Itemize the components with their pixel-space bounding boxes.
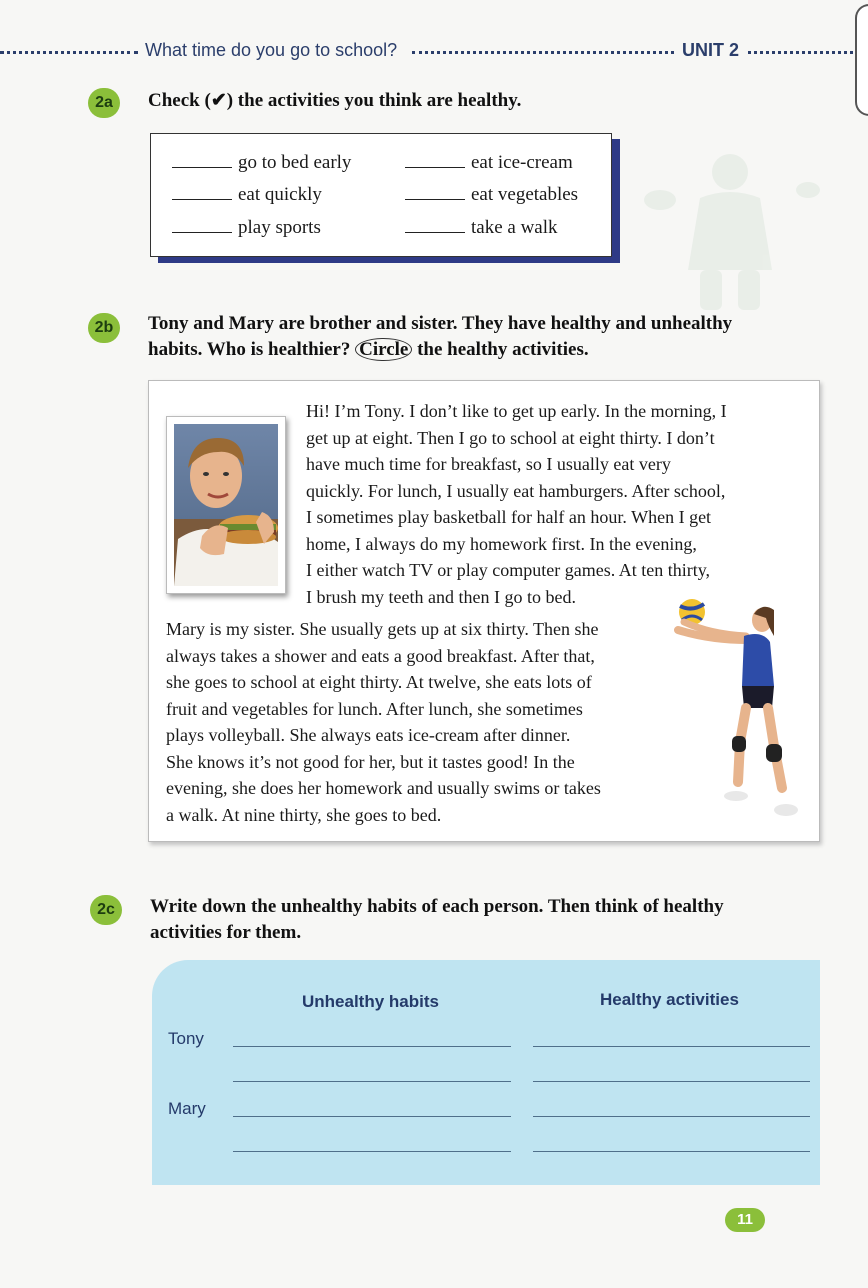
tony-paragraph [306, 398, 727, 610]
tony-line: I brush my teeth and then I go to bed. [306, 586, 576, 607]
answer-line-tony-healthy-1[interactable] [533, 1046, 810, 1047]
mary-line: She knows it’s not good for her, but it tastes good! In the [166, 751, 575, 772]
badge-2c: 2c [90, 895, 122, 925]
instruction-2a-pre: Check ( [148, 90, 211, 111]
mary-line: fruit and vegetables for lunch. After lunch, she sometimes [166, 698, 583, 719]
badge-2a: 2a [88, 88, 120, 118]
mary-line: Mary is my sister. She usually gets up at six thirty. Then she [166, 619, 599, 639]
tony-line: quickly. For lunch, I usually eat hamburgers. After school, [306, 480, 726, 501]
check-mark-icon: ✔ [210, 90, 227, 111]
check-blank[interactable] [405, 166, 465, 168]
activity-item[interactable] [172, 217, 321, 239]
answer-line-mary-healthy-1[interactable] [533, 1116, 810, 1117]
instruction-2b [148, 311, 732, 363]
instruction-2c [150, 894, 724, 946]
page-header [0, 38, 868, 68]
instruction-2a-post: ) the activities you think are healthy. [226, 90, 522, 111]
instruction-2b-line1: Tony and Mary are brother and sister. They have healthy and unhealthy [148, 313, 733, 334]
activity-label: eat vegetables [471, 184, 579, 205]
instruction-2b-line2-pre: habits. Who is healthier? [148, 339, 356, 360]
row-label-tony: Tony [168, 1029, 204, 1048]
check-blank[interactable] [405, 198, 465, 200]
header-dots-left [0, 51, 138, 54]
header-dots-right [748, 51, 853, 54]
mary-line: always takes a shower and eats a good breakfast. After that, [166, 645, 595, 666]
instruction-2b-line2 [148, 337, 732, 363]
page-number: 11 [725, 1208, 765, 1232]
column-header-unhealthy: Unhealthy habits [302, 992, 439, 1011]
tony-line: get up at eight. Then I go to school at eight thirty. I don’t [306, 427, 715, 448]
instruction-2c-line2: activities for them. [150, 922, 302, 943]
activity-item[interactable] [405, 217, 558, 239]
activity-label: take a walk [471, 217, 558, 238]
activity-label: go to bed early [238, 152, 352, 173]
header-title: What time do you go to school? [145, 40, 398, 60]
activity-item[interactable] [405, 184, 578, 206]
mary-line: evening, she does her homework and usually swims or takes [166, 778, 601, 798]
tony-photo [166, 416, 286, 594]
instruction-2b-line2-post: the healthy activities. [412, 339, 589, 360]
unit-label: UNIT 2 [682, 40, 740, 60]
mary-paragraph [166, 616, 601, 828]
answer-line-tony-unhealthy-1[interactable] [233, 1046, 511, 1047]
activity-item[interactable] [172, 184, 322, 206]
check-blank[interactable] [172, 198, 232, 200]
page-edge-tab [855, 4, 868, 116]
mary-volleyball-player-image [670, 596, 810, 826]
activity-label: play sports [238, 217, 321, 238]
answer-line-mary-unhealthy-1[interactable] [233, 1116, 511, 1117]
mary-line: a walk. At nine thirty, she goes to bed. [166, 804, 442, 825]
check-blank[interactable] [405, 231, 465, 233]
tony-line: home, I always do my homework first. In the evening, [306, 533, 697, 554]
check-blank[interactable] [172, 166, 232, 168]
header-dots-middle [412, 51, 674, 54]
tony-eating-hamburger-image [174, 424, 278, 586]
activity-label: eat quickly [238, 184, 322, 205]
tony-line: I sometimes play basketball for half an hour. When I get [306, 507, 712, 527]
faded-figure-illustration [640, 150, 820, 310]
tony-line: Hi! I’m Tony. I don’t like to get up early. In the morning, I [306, 401, 727, 421]
answer-line-mary-healthy-2[interactable] [533, 1151, 810, 1152]
column-header-healthy: Healthy activities [600, 990, 739, 1009]
activity-label: eat ice-cream [471, 152, 573, 173]
tony-line: I either watch TV or play computer games. At ten thirty, [306, 560, 711, 580]
instruction-2a [148, 88, 521, 114]
instruction-2c-line1: Write down the unhealthy habits of each person. Then think of healthy [150, 896, 724, 917]
mary-line: she goes to school at eight thirty. At twelve, she eats lots of [166, 672, 592, 692]
badge-2b: 2b [88, 313, 120, 343]
tony-line: have much time for breakfast, so I usually eat very [306, 454, 671, 474]
answer-line-mary-unhealthy-2[interactable] [233, 1151, 511, 1152]
answer-line-tony-unhealthy-2[interactable] [233, 1081, 511, 1082]
activity-item[interactable] [405, 152, 573, 174]
mary-line: plays volleyball. She always eats ice-cream after dinner. [166, 725, 571, 745]
activity-item[interactable] [172, 152, 351, 174]
answer-line-tony-healthy-2[interactable] [533, 1081, 810, 1082]
check-blank[interactable] [172, 231, 232, 233]
circle-word: Circle [355, 338, 412, 361]
row-label-mary: Mary [168, 1099, 206, 1118]
